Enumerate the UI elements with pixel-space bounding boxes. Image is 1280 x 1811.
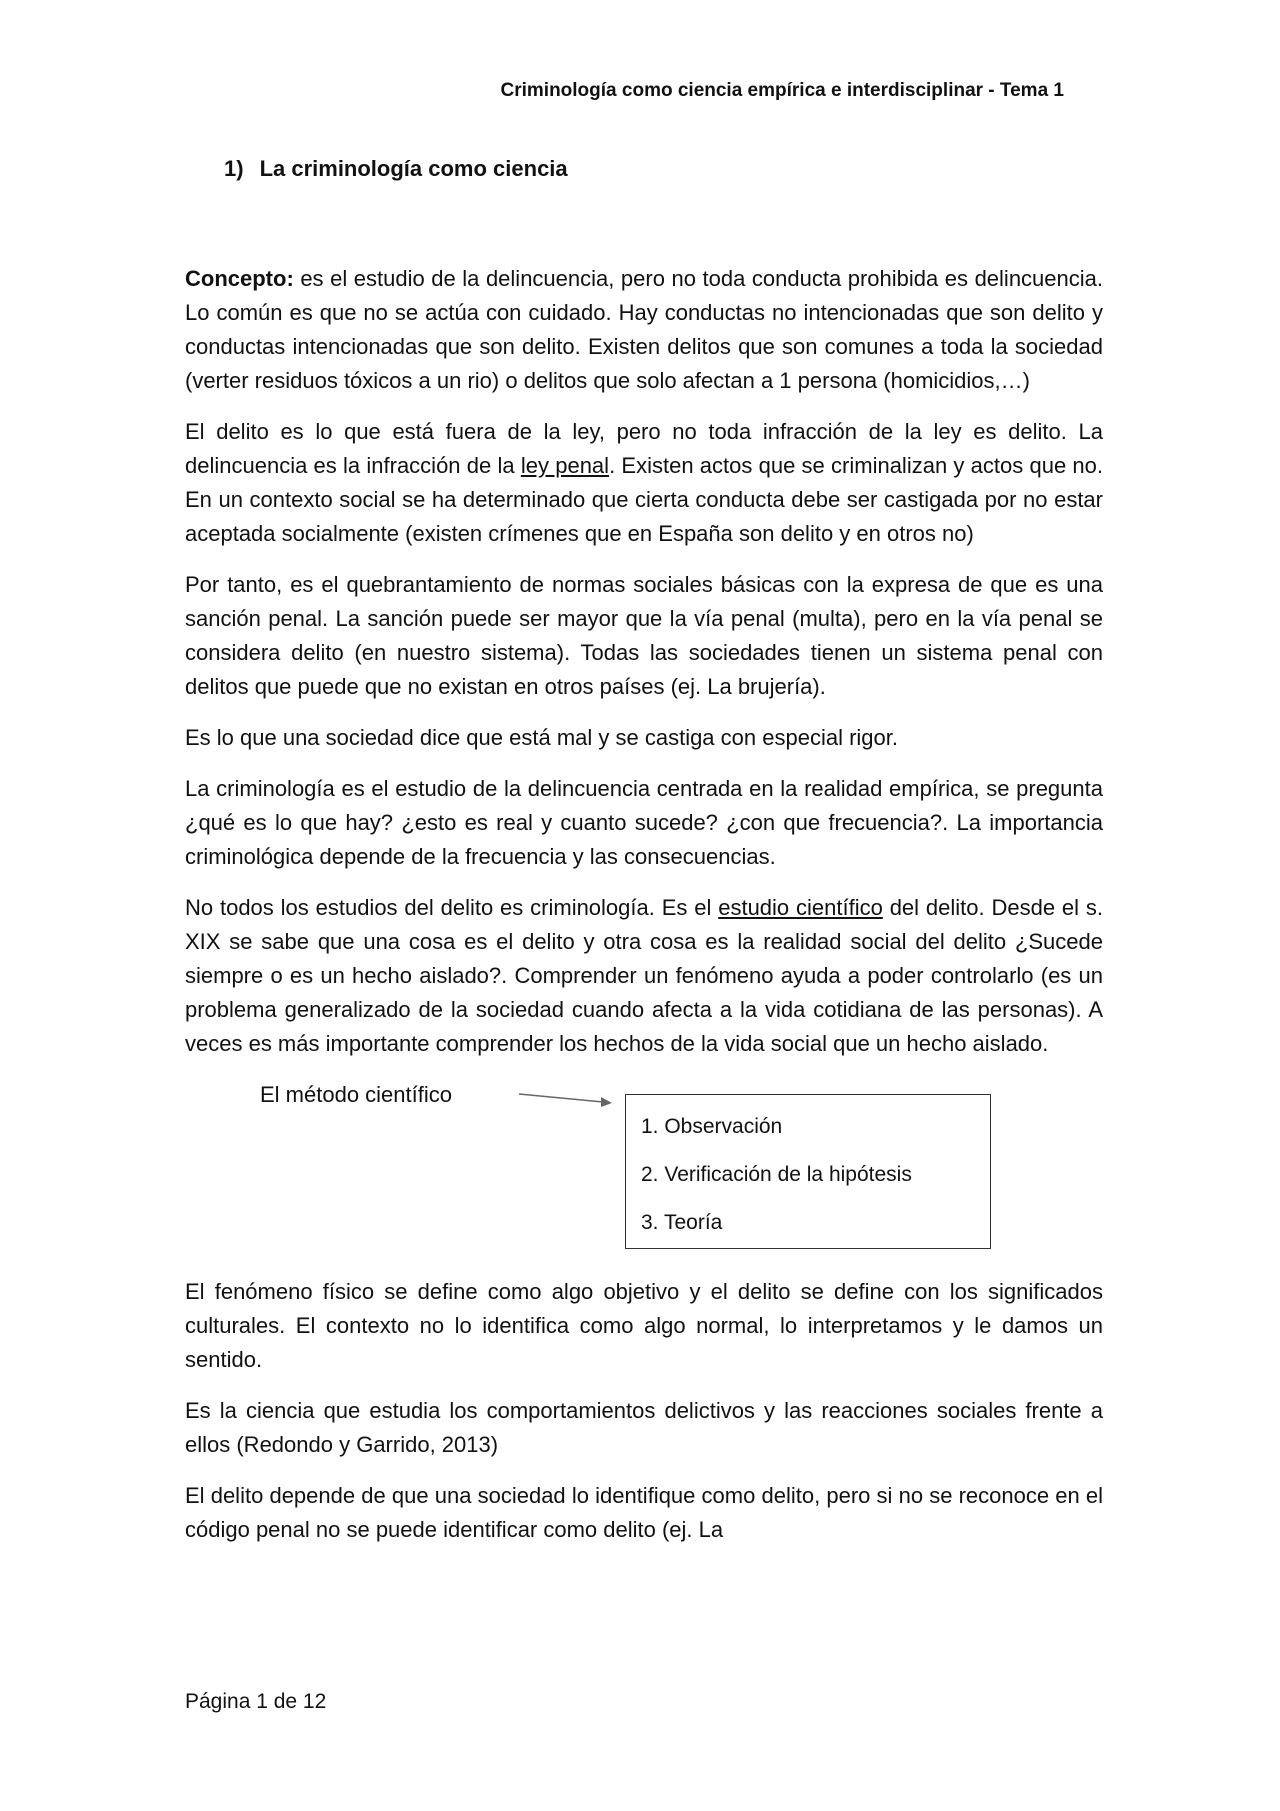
method-diagram (185, 1078, 1103, 1264)
method-step: 1. Observación (641, 1115, 783, 1138)
paragraph-fenomeno: El fenómeno físico se define como algo objetivo y el delito se define con los significados culturales. El contexto no lo identifica como algo normal, lo interpretamos y le damos un sentido. (185, 1279, 1103, 1372)
page-footer: Página 1 de 12 (185, 1690, 327, 1713)
method-steps-box (625, 1094, 991, 1249)
paragraph-concept (185, 262, 1103, 398)
method-step: 3. Teoría (641, 1211, 723, 1234)
arrow-icon (517, 1090, 617, 1114)
concept-label: Concepto: (185, 266, 294, 291)
paragraph-text: . Existen actos que se criminalizan y actos que no. En un contexto social se ha determinado que cierta conducta debe ser castigada por no estar aceptada socialmente (existen crímenes que en España son delito y en otros no) (185, 453, 1104, 546)
body-text (185, 262, 1103, 1564)
paragraph-text: del delito. Desde el s. XIX se sabe que una cosa es el delito y otra cosa es la realidad social del delito ¿Sucede siempre o es un hecho aislado?. Comprender un fenómeno ayuda a poder controlarlo (es un problema generalizado de la sociedad cuando afecta a la vida cotidiana de las personas). A veces es más importante comprender los hechos de la vida social que un hecho aislado. (185, 895, 1103, 1056)
paragraph-sociedad: Es lo que una sociedad dice que está mal y se castiga con especial rigor. (185, 725, 898, 750)
underlined-ley-penal: ley penal (520, 453, 610, 478)
paragraph-criminologia: La criminología es el estudio de la delincuencia centrada en la realidad empírica, se pregunta ¿qué es lo que hay? ¿esto es real y cuanto sucede? ¿con que frecuencia?. La importancia criminológica depende de la frecuencia y las consecuencias. (185, 776, 1103, 869)
method-label: El método científico (260, 1082, 452, 1107)
section-number: 1) (224, 156, 244, 181)
concept-text: es el estudio de la delincuencia, pero no toda conducta prohibida es delincuencia. Lo común es que no se actúa con cuidado. Hay conductas no intencionadas que son delito y conductas intencionadas que son delito. Existen delitos que son comunes a toda la sociedad (verter residuos tóxicos a un rio) o delitos que solo afectan a 1 persona (homicidios,…) (185, 266, 1103, 393)
method-step: 2. Verificación de la hipótesis (641, 1163, 912, 1186)
paragraph-text: El delito es lo que está fuera de la ley, pero no toda infracción de la ley es delito. La delincuencia es la infracción de la (185, 419, 1103, 478)
section-heading (224, 156, 568, 182)
paragraph-text: No todos los estudios del delito es criminología. Es el (185, 895, 719, 920)
paragraph-codigo-penal: El delito depende de que una sociedad lo identifique como delito, pero si no se reconoce en el código penal no se puede identificar como delito (ej. La (185, 1483, 1103, 1542)
paragraph-delito (185, 415, 1103, 551)
paragraph-por-tanto: Por tanto, es el quebrantamiento de normas sociales básicas con la expresa de que es una sanción penal. La sanción puede ser mayor que la vía penal (multa), pero en la vía penal se considera delito (en nuestro sistema). Todas las sociedades tienen un sistema penal con delitos que puede que no existan en otros países (ej. La brujería). (185, 572, 1103, 699)
page-header: Criminología como ciencia empírica e interdisciplinar - Tema 1 (500, 80, 1064, 101)
underlined-estudio-cientifico: estudio científico (718, 895, 883, 920)
paragraph-estudios (185, 891, 1103, 1061)
paragraph-ciencia: Es la ciencia que estudia los comportamientos delictivos y las reacciones sociales frente a ellos (Redondo y Garrido, 2013) (185, 1398, 1103, 1457)
section-title: La criminología como ciencia (259, 156, 568, 181)
